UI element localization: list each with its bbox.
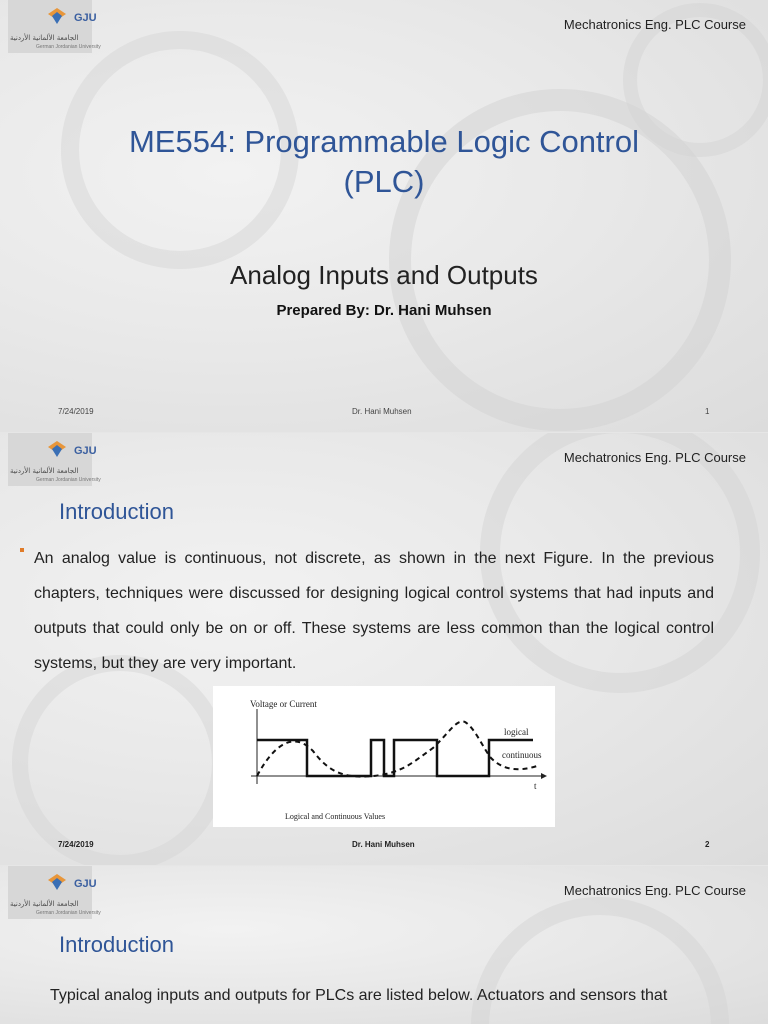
course-label: Mechatronics Eng. PLC Course bbox=[563, 17, 746, 32]
title-line-2: (PLC) bbox=[343, 164, 425, 199]
slide-2 bbox=[0, 433, 768, 865]
logo-mark-icon bbox=[46, 872, 68, 892]
logo-english-text: German Jordanian University bbox=[36, 44, 101, 50]
logo-arabic-text: الجامعة الألمانية الأردنية bbox=[10, 467, 79, 475]
logo-arabic-text: الجامعة الألمانية الأردنية bbox=[10, 900, 79, 908]
logo-english-text: German Jordanian University bbox=[36, 477, 101, 483]
title-line-1: ME554: Programmable Logic Control bbox=[128, 124, 640, 159]
legend-logical: logical bbox=[504, 727, 529, 737]
logo-text: GJU bbox=[74, 878, 97, 890]
slide-subtitle: Analog Inputs and Outputs bbox=[230, 260, 538, 290]
x-axis-arrow-icon bbox=[541, 773, 547, 779]
slide-1 bbox=[0, 0, 768, 432]
intro-paragraph: Typical analog inputs and outputs for PLCs are listed below. Actuators and sensors that bbox=[50, 987, 668, 1004]
slide-3 bbox=[0, 866, 768, 1024]
logo-text: GJU bbox=[74, 445, 97, 457]
figure-y-label: Voltage or Current bbox=[250, 699, 317, 709]
course-label: Mechatronics Eng. PLC Course bbox=[563, 883, 746, 898]
course-label: Mechatronics Eng. PLC Course bbox=[563, 450, 746, 465]
legend-continuous: continuous bbox=[502, 750, 542, 760]
figure-x-label: t bbox=[534, 781, 537, 791]
footer-date: 7/24/2019 bbox=[58, 407, 94, 416]
background-decoration bbox=[0, 0, 768, 432]
university-logo bbox=[8, 433, 101, 486]
logo-arabic-text: الجامعة الألمانية الأردنية bbox=[10, 34, 79, 42]
logo-english-text: German Jordanian University bbox=[36, 910, 101, 916]
figure-caption: Logical and Continuous Values bbox=[285, 812, 386, 821]
logo-mark-icon bbox=[46, 439, 68, 459]
university-logo bbox=[8, 0, 101, 53]
university-logo bbox=[8, 866, 101, 919]
continuous-signal bbox=[257, 721, 537, 776]
footer-author: Dr. Hani Muhsen bbox=[352, 407, 412, 416]
footer-date: 7/24/2019 bbox=[58, 840, 94, 849]
prepared-by: Prepared By: Dr. Hani Muhsen bbox=[276, 302, 492, 319]
section-heading: Introduction bbox=[59, 499, 174, 524]
intro-paragraph: An analog value is continuous, not discrete, as shown in the next Figure. In the previous chapters, techniques were discussed for designing logical control systems that had inputs and outputs that could only be on or off. These systems are less common than the logical control systems, but they are very important. bbox=[34, 550, 714, 672]
footer-author: Dr. Hani Muhsen bbox=[352, 840, 415, 849]
logo-mark-icon bbox=[46, 6, 68, 26]
bullet-icon bbox=[20, 548, 24, 552]
footer-page-number: 1 bbox=[705, 407, 710, 416]
signal-diagram bbox=[213, 686, 555, 827]
logical-continuous-figure bbox=[213, 686, 555, 827]
slide-title bbox=[0, 122, 768, 202]
footer-page-number: 2 bbox=[705, 840, 710, 849]
logo-text: GJU bbox=[74, 12, 97, 24]
section-heading: Introduction bbox=[59, 932, 174, 957]
